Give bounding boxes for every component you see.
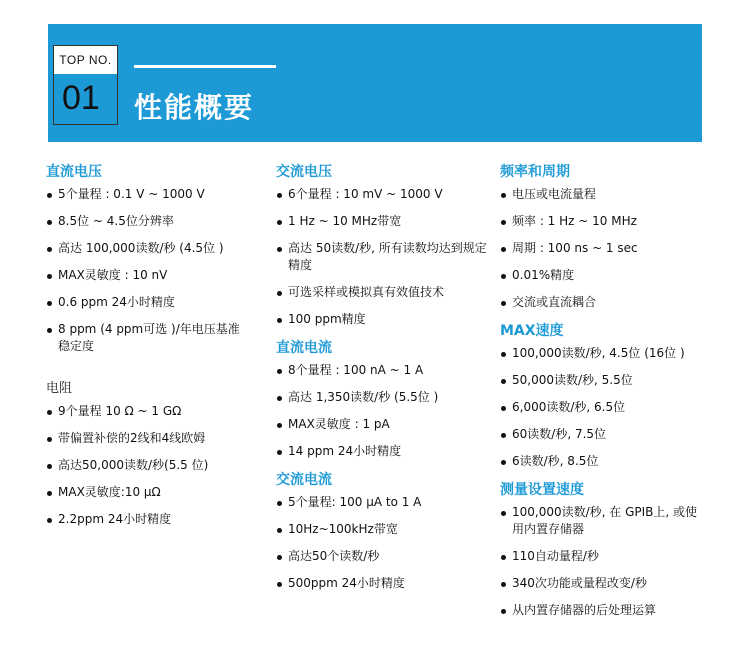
badge-label: TOP NO. xyxy=(54,46,117,74)
max-speed-list xyxy=(500,345,730,470)
list-item: 100 ppm精度 xyxy=(276,311,496,328)
list-item: 频率 : 1 Hz ~ 10 MHz xyxy=(500,213,730,230)
list-item: 340次功能或量程改变/秒 xyxy=(500,575,730,592)
list-item: 高达 100,000读数/秒 (4.5位 ) xyxy=(46,240,271,257)
page-title: 性能概要 xyxy=(134,91,255,124)
list-item: 100,000读数/秒, 4.5位 (16位 ) xyxy=(500,345,730,362)
list-item: 100,000读数/秒, 在 GPIB上, 或使用内置存储器 xyxy=(500,504,730,538)
section-heading-ac-voltage: 交流电压 xyxy=(276,164,332,180)
list-item: MAX灵敏度 : 1 pA xyxy=(276,416,496,433)
list-item: 5个量程: 100 μA to 1 A xyxy=(276,494,496,511)
list-item: 可选采样或模拟真有效值技术 xyxy=(276,284,496,301)
list-item: 6读数/秒, 8.5位 xyxy=(500,453,730,470)
list-item: 10Hz~100kHz带宽 xyxy=(276,521,496,538)
top-number-badge xyxy=(53,45,118,125)
list-item: 5个量程 : 0.1 V ~ 1000 V xyxy=(46,186,271,203)
list-item: 8 ppm (4 ppm可选 )/年电压基准稳定度 xyxy=(46,321,271,355)
title-divider xyxy=(134,65,276,68)
badge-number: 01 xyxy=(62,79,100,117)
list-item: 60读数/秒, 7.5位 xyxy=(500,426,730,443)
setup-speed-list xyxy=(500,504,730,619)
list-item: 高达 50读数/秒, 所有读数均达到规定精度 xyxy=(276,240,496,274)
list-item: 1 Hz ~ 10 MHz带宽 xyxy=(276,213,496,230)
list-item: 0.01%精度 xyxy=(500,267,730,284)
list-item: 高达 1,350读数/秒 (5.5位 ) xyxy=(276,389,496,406)
list-item: MAX灵敏度:10 μΩ xyxy=(46,484,271,501)
section-heading-max-speed: MAX速度 xyxy=(500,323,564,339)
list-item: 500ppm 24小时精度 xyxy=(276,575,496,592)
list-item: 周期 : 100 ns ~ 1 sec xyxy=(500,240,730,257)
list-item: 8个量程 : 100 nA ~ 1 A xyxy=(276,362,496,379)
ac-voltage-list xyxy=(276,186,496,328)
spec-column-1 xyxy=(46,162,271,538)
dc-current-list xyxy=(276,362,496,460)
list-item: 14 ppm 24小时精度 xyxy=(276,443,496,460)
resistance-list xyxy=(46,403,271,528)
list-item: 带偏置补偿的2线和4线欧姆 xyxy=(46,430,271,447)
list-item: 110自动量程/秒 xyxy=(500,548,730,565)
section-heading-ac-current: 交流电流 xyxy=(276,472,332,488)
frequency-period-list xyxy=(500,186,730,311)
list-item: 高达50,000读数/秒(5.5 位) xyxy=(46,457,271,474)
list-item: 从内置存储器的后处理运算 xyxy=(500,602,730,619)
ac-current-list xyxy=(276,494,496,592)
list-item: 电压或电流量程 xyxy=(500,186,730,203)
list-item: MAX灵敏度 : 10 nV xyxy=(46,267,271,284)
list-item: 高达50个读数/秒 xyxy=(276,548,496,565)
spec-column-2 xyxy=(276,162,496,602)
list-item: 8.5位 ~ 4.5位分辨率 xyxy=(46,213,271,230)
dc-voltage-list xyxy=(46,186,271,355)
list-item: 50,000读数/秒, 5.5位 xyxy=(500,372,730,389)
list-item: 6个量程 : 10 mV ~ 1000 V xyxy=(276,186,496,203)
section-heading-setup-speed: 测量设置速度 xyxy=(500,482,584,498)
list-item: 6,000读数/秒, 6.5位 xyxy=(500,399,730,416)
section-heading-frequency-period: 频率和周期 xyxy=(500,164,570,180)
section-heading-dc-current: 直流电流 xyxy=(276,340,332,356)
spec-column-3 xyxy=(500,162,730,629)
list-item: 交流或直流耦合 xyxy=(500,294,730,311)
section-heading-dc-voltage: 直流电压 xyxy=(46,164,102,180)
list-item: 9个量程 10 Ω ~ 1 GΩ xyxy=(46,403,271,420)
list-item: 0.6 ppm 24小时精度 xyxy=(46,294,271,311)
list-item: 2.2ppm 24小时精度 xyxy=(46,511,271,528)
section-heading-resistance: 电阻 xyxy=(46,381,73,396)
